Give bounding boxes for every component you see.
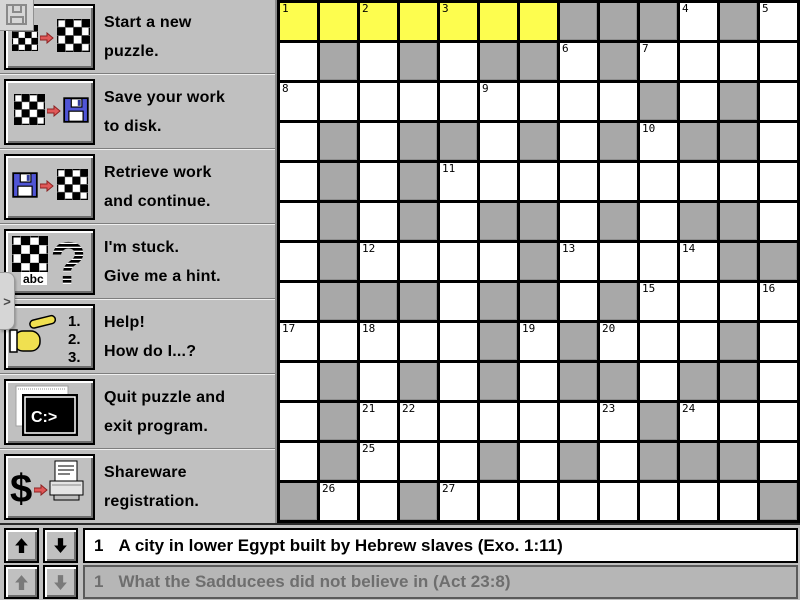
grid-cell[interactable]	[600, 403, 637, 440]
grid-cell-blocked	[560, 3, 597, 40]
cell-number: 18	[362, 322, 376, 335]
cell-number: 27	[442, 482, 456, 495]
grid-cell-blocked	[480, 363, 517, 400]
grid-cell[interactable]	[760, 403, 797, 440]
retrieve-button[interactable]	[4, 154, 95, 220]
sidebar-label: Start a new puzzle.	[104, 13, 192, 60]
grid-cell-blocked	[520, 283, 557, 320]
cell-number: 7	[642, 42, 649, 55]
cell-number: 17	[282, 322, 296, 335]
grid-cell-blocked	[640, 443, 677, 480]
grid-cell-blocked	[600, 203, 637, 240]
cell-number: 1	[282, 2, 289, 15]
grid-cell[interactable]	[720, 163, 757, 200]
grid-cell[interactable]	[280, 203, 317, 240]
grid-cell[interactable]	[640, 283, 677, 320]
quit-icon	[8, 382, 92, 442]
clue-field-active	[83, 528, 798, 563]
grid-cell[interactable]	[760, 163, 797, 200]
grid-cell-blocked	[480, 43, 517, 80]
grid-cell[interactable]	[760, 283, 797, 320]
sidebar-item-help	[0, 299, 275, 374]
grid-cell-blocked	[720, 83, 757, 120]
cell-number: 10	[642, 122, 656, 135]
cell-number: 23	[602, 402, 616, 415]
grid-cell-blocked	[520, 243, 557, 280]
grid-cell-blocked	[400, 483, 437, 520]
grid-cell-blocked	[600, 43, 637, 80]
sidebar-label: I'm stuck. Give me a hint.	[104, 238, 221, 285]
svg-text:1.: 1.	[67, 312, 81, 330]
grid-cell[interactable]	[480, 483, 517, 520]
clue-up-button-disabled[interactable]	[4, 565, 39, 599]
quit-button[interactable]	[4, 379, 95, 445]
grid-cell[interactable]	[760, 363, 797, 400]
arrow-up-icon	[14, 537, 29, 554]
grid-cell[interactable]	[720, 43, 757, 80]
sidebar	[0, 0, 277, 523]
cell-number: 25	[362, 442, 376, 455]
chevron-right-icon: >	[3, 293, 11, 309]
clue-text: A city in lower Egypt built by Hebrew slaves (Exo. 1:11)	[118, 535, 563, 555]
cell-number: 19	[522, 322, 536, 335]
cell-number: 2	[362, 2, 369, 15]
grid-cell-blocked	[720, 363, 757, 400]
grid-cell[interactable]	[520, 403, 557, 440]
cell-number: 13	[562, 242, 576, 255]
register-icon	[8, 457, 92, 517]
grid-cell[interactable]	[280, 83, 317, 120]
grid-cell[interactable]	[680, 323, 717, 360]
grid-cell[interactable]	[480, 243, 517, 280]
cell-number: 9	[482, 82, 489, 95]
grid-cell[interactable]	[280, 443, 317, 480]
sidebar-item-save	[0, 74, 275, 149]
sidebar-item-retrieve	[0, 149, 275, 224]
grid-cell[interactable]	[280, 163, 317, 200]
grid-cell[interactable]	[600, 83, 637, 120]
grid-cell-blocked	[760, 243, 797, 280]
grid-cell[interactable]	[360, 363, 397, 400]
cell-number: 15	[642, 282, 656, 295]
grid-cell-blocked	[560, 363, 597, 400]
svg-text:abc: abc	[22, 271, 44, 286]
cell-number: 5	[762, 2, 769, 15]
grid-cell[interactable]	[600, 483, 637, 520]
grid-cell[interactable]	[440, 203, 477, 240]
grid-cell-highlighted[interactable]	[280, 3, 317, 40]
grid-cell[interactable]	[640, 363, 677, 400]
grid-cell[interactable]	[760, 323, 797, 360]
pointing-hand-icon	[10, 314, 56, 351]
grid-cell[interactable]	[520, 443, 557, 480]
grid-cell[interactable]	[680, 3, 717, 40]
grid-cell[interactable]	[440, 43, 477, 80]
grid-cell[interactable]	[600, 163, 637, 200]
grid-cell[interactable]	[600, 243, 637, 280]
sidebar-item-new-puzzle	[0, 0, 275, 74]
retrieve-work-icon	[8, 157, 92, 217]
printer-icon	[50, 461, 83, 500]
mini-save-panel[interactable]	[0, 0, 34, 31]
grid-cell[interactable]	[360, 43, 397, 80]
grid-cell-blocked	[320, 43, 357, 80]
grid-cell[interactable]	[760, 203, 797, 240]
grid-cell[interactable]	[360, 83, 397, 120]
save-to-disk-icon	[8, 82, 92, 142]
grid-cell[interactable]	[360, 483, 397, 520]
grid-cell[interactable]	[640, 483, 677, 520]
help-icon	[8, 307, 92, 367]
register-button[interactable]	[4, 454, 95, 520]
grid-cell[interactable]	[680, 43, 717, 80]
grid-cell-blocked	[680, 123, 717, 160]
cell-number: 4	[682, 2, 689, 15]
grid-cell[interactable]	[360, 123, 397, 160]
grid-cell[interactable]	[600, 443, 637, 480]
cell-number: 26	[322, 482, 336, 495]
grid-cell[interactable]	[400, 443, 437, 480]
grid-cell-blocked	[400, 163, 437, 200]
grid-cell[interactable]	[680, 403, 717, 440]
grid-cell-blocked	[600, 3, 637, 40]
grid-cell[interactable]	[640, 43, 677, 80]
grid-cell[interactable]	[760, 3, 797, 40]
hint-button[interactable]	[4, 229, 95, 295]
grid-cell[interactable]	[360, 243, 397, 280]
grid-cell-blocked	[520, 123, 557, 160]
grid-cell-blocked	[480, 323, 517, 360]
grid-cell-blocked	[600, 123, 637, 160]
grid-cell[interactable]	[480, 83, 517, 120]
cell-number: 6	[562, 42, 569, 55]
grid-cell[interactable]	[680, 83, 717, 120]
grid-cell[interactable]	[280, 243, 317, 280]
grid-cell[interactable]	[560, 403, 597, 440]
grid-cell[interactable]	[560, 283, 597, 320]
grid-cell-blocked	[480, 283, 517, 320]
grid-cell[interactable]	[520, 83, 557, 120]
grid-cell[interactable]	[440, 363, 477, 400]
grid-cell-blocked	[400, 43, 437, 80]
grid-cell-blocked	[640, 83, 677, 120]
grid-cell[interactable]	[320, 323, 357, 360]
grid-cell[interactable]	[560, 203, 597, 240]
grid-cell-blocked	[760, 483, 797, 520]
grid-cell-blocked	[720, 203, 757, 240]
grid-cell-blocked	[720, 443, 757, 480]
grid-cell[interactable]	[560, 243, 597, 280]
grid-cell-blocked	[720, 243, 757, 280]
grid-cell[interactable]	[520, 363, 557, 400]
clue-number: 1	[94, 535, 104, 555]
grid-cell-highlighted[interactable]	[520, 3, 557, 40]
grid-cell-blocked	[320, 123, 357, 160]
cell-number: 16	[762, 282, 776, 295]
cell-number: 12	[362, 242, 376, 255]
grid-cell-blocked	[520, 203, 557, 240]
grid-cell[interactable]	[400, 83, 437, 120]
clue-down-button[interactable]	[43, 528, 78, 563]
grid-cell[interactable]	[280, 363, 317, 400]
sidebar-label: Quit puzzle and exit program.	[104, 388, 226, 435]
grid-cell[interactable]	[760, 43, 797, 80]
grid-cell[interactable]	[600, 323, 637, 360]
grid-cell-blocked	[280, 483, 317, 520]
grid-cell[interactable]	[440, 283, 477, 320]
cell-number: 14	[682, 242, 696, 255]
grid-cell-blocked	[400, 363, 437, 400]
clue-field-disabled	[83, 565, 798, 599]
grid-cell[interactable]	[760, 123, 797, 160]
grid-cell[interactable]	[560, 123, 597, 160]
grid-cell-blocked	[400, 203, 437, 240]
grid-cell-blocked	[720, 123, 757, 160]
grid-cell-blocked	[640, 403, 677, 440]
grid-cell-blocked	[480, 203, 517, 240]
grid-cell[interactable]	[320, 83, 357, 120]
grid-cell[interactable]	[400, 403, 437, 440]
grid-cell[interactable]	[400, 243, 437, 280]
arrow-down-icon	[53, 574, 68, 591]
grid-cell-blocked	[320, 443, 357, 480]
svg-text:2.: 2.	[67, 330, 81, 348]
grid-cell[interactable]	[720, 403, 757, 440]
grid-cell[interactable]	[440, 403, 477, 440]
grid-cell-blocked	[640, 3, 677, 40]
grid-cell[interactable]	[440, 243, 477, 280]
grid-cell[interactable]	[520, 323, 557, 360]
clue-up-button[interactable]	[4, 528, 39, 563]
grid-cell[interactable]	[560, 483, 597, 520]
grid-cell[interactable]	[760, 83, 797, 120]
clue-down-button-disabled[interactable]	[43, 565, 78, 599]
cell-number: 11	[442, 162, 456, 175]
grid-cell-blocked	[360, 283, 397, 320]
grid-cell[interactable]	[440, 83, 477, 120]
grid-cell[interactable]	[440, 163, 477, 200]
floppy-disk-icon	[5, 3, 29, 27]
grid-cell[interactable]	[440, 443, 477, 480]
grid-cell-blocked	[440, 123, 477, 160]
grid-cell-blocked	[560, 323, 597, 360]
help-button[interactable]	[4, 304, 95, 370]
cell-number: 8	[282, 82, 289, 95]
svg-text:$: $	[9, 466, 32, 511]
grid-cell[interactable]	[360, 203, 397, 240]
grid-cell-blocked	[680, 203, 717, 240]
grid-cell-blocked	[720, 3, 757, 40]
grid-cell-blocked	[600, 283, 637, 320]
clue-bar-secondary	[0, 565, 800, 599]
clue-text: What the Sadducees did not believe in (Act 23:8)	[118, 572, 511, 591]
arrow-up-icon	[14, 574, 29, 591]
grid-cell[interactable]	[280, 403, 317, 440]
grid-cell[interactable]	[440, 323, 477, 360]
grid-cell[interactable]	[480, 403, 517, 440]
svg-text:3.: 3.	[67, 348, 81, 366]
cell-number: 3	[442, 2, 449, 15]
grid-cell[interactable]	[360, 403, 397, 440]
grid-cell[interactable]	[720, 483, 757, 520]
grid-cell[interactable]	[560, 163, 597, 200]
grid-cell[interactable]	[280, 123, 317, 160]
grid-cell[interactable]	[680, 283, 717, 320]
grid-cell-blocked	[400, 123, 437, 160]
grid-cell-blocked	[320, 203, 357, 240]
grid-cell[interactable]	[680, 163, 717, 200]
grid-cell[interactable]	[480, 123, 517, 160]
grid-cell-highlighted[interactable]	[440, 3, 477, 40]
panel-expand-tab[interactable]	[0, 272, 15, 330]
grid-cell-highlighted[interactable]	[360, 3, 397, 40]
sidebar-label: Retrieve work and continue.	[104, 163, 212, 210]
grid-cell[interactable]	[480, 163, 517, 200]
sidebar-item-hint	[0, 224, 275, 299]
clue-number: 1	[94, 572, 104, 591]
save-button[interactable]	[4, 79, 95, 145]
grid-cell[interactable]	[280, 323, 317, 360]
sidebar-label: Shareware registration.	[104, 463, 200, 510]
grid-cell-highlighted[interactable]	[400, 3, 437, 40]
grid-cell-blocked	[520, 43, 557, 80]
grid-cell[interactable]	[520, 163, 557, 200]
grid-cell-blocked	[720, 323, 757, 360]
grid-cell[interactable]	[520, 483, 557, 520]
grid-cell-blocked	[560, 443, 597, 480]
grid-cell[interactable]	[320, 483, 357, 520]
sidebar-label: Save your work to disk.	[104, 88, 226, 135]
grid-cell[interactable]	[680, 243, 717, 280]
crossword-grid	[277, 0, 800, 523]
cell-number: 22	[402, 402, 416, 415]
cell-number: 20	[602, 322, 616, 335]
grid-cell[interactable]	[400, 323, 437, 360]
grid-cell[interactable]	[760, 443, 797, 480]
sidebar-item-quit	[0, 374, 275, 449]
grid-cell[interactable]	[640, 323, 677, 360]
grid-cell[interactable]	[680, 483, 717, 520]
clue-bar-primary	[0, 528, 800, 563]
grid-cell-blocked	[680, 363, 717, 400]
hint-icon	[8, 232, 92, 292]
grid-cell[interactable]	[560, 83, 597, 120]
sidebar-label: Help! How do I...?	[104, 313, 197, 360]
grid-cell[interactable]	[720, 283, 757, 320]
grid-cell-blocked	[320, 243, 357, 280]
grid-cell-blocked	[320, 403, 357, 440]
grid-cell[interactable]	[440, 483, 477, 520]
grid-cell[interactable]	[280, 43, 317, 80]
sidebar-item-register	[0, 449, 275, 523]
grid-cell[interactable]	[640, 243, 677, 280]
svg-text:?: ?	[49, 231, 87, 292]
grid-cell-blocked	[600, 363, 637, 400]
grid-cell-blocked	[400, 283, 437, 320]
grid-cell[interactable]	[640, 203, 677, 240]
grid-cell-highlighted[interactable]	[320, 3, 357, 40]
grid-cell-blocked	[480, 443, 517, 480]
grid-cell[interactable]	[640, 123, 677, 160]
grid-cell[interactable]	[360, 163, 397, 200]
grid-cell[interactable]	[560, 43, 597, 80]
svg-text:C:>: C:>	[30, 408, 57, 426]
grid-cell[interactable]	[360, 323, 397, 360]
arrow-down-icon	[53, 537, 68, 554]
grid-cell-highlighted[interactable]	[480, 3, 517, 40]
grid-cell-blocked	[320, 283, 357, 320]
grid-cell[interactable]	[360, 443, 397, 480]
grid-cell[interactable]	[280, 283, 317, 320]
cell-number: 24	[682, 402, 696, 415]
grid-cell-blocked	[320, 363, 357, 400]
grid-cell-blocked	[680, 443, 717, 480]
clue-area	[0, 523, 800, 600]
grid-cell-blocked	[320, 163, 357, 200]
grid-cell[interactable]	[640, 163, 677, 200]
cell-number: 21	[362, 402, 376, 415]
